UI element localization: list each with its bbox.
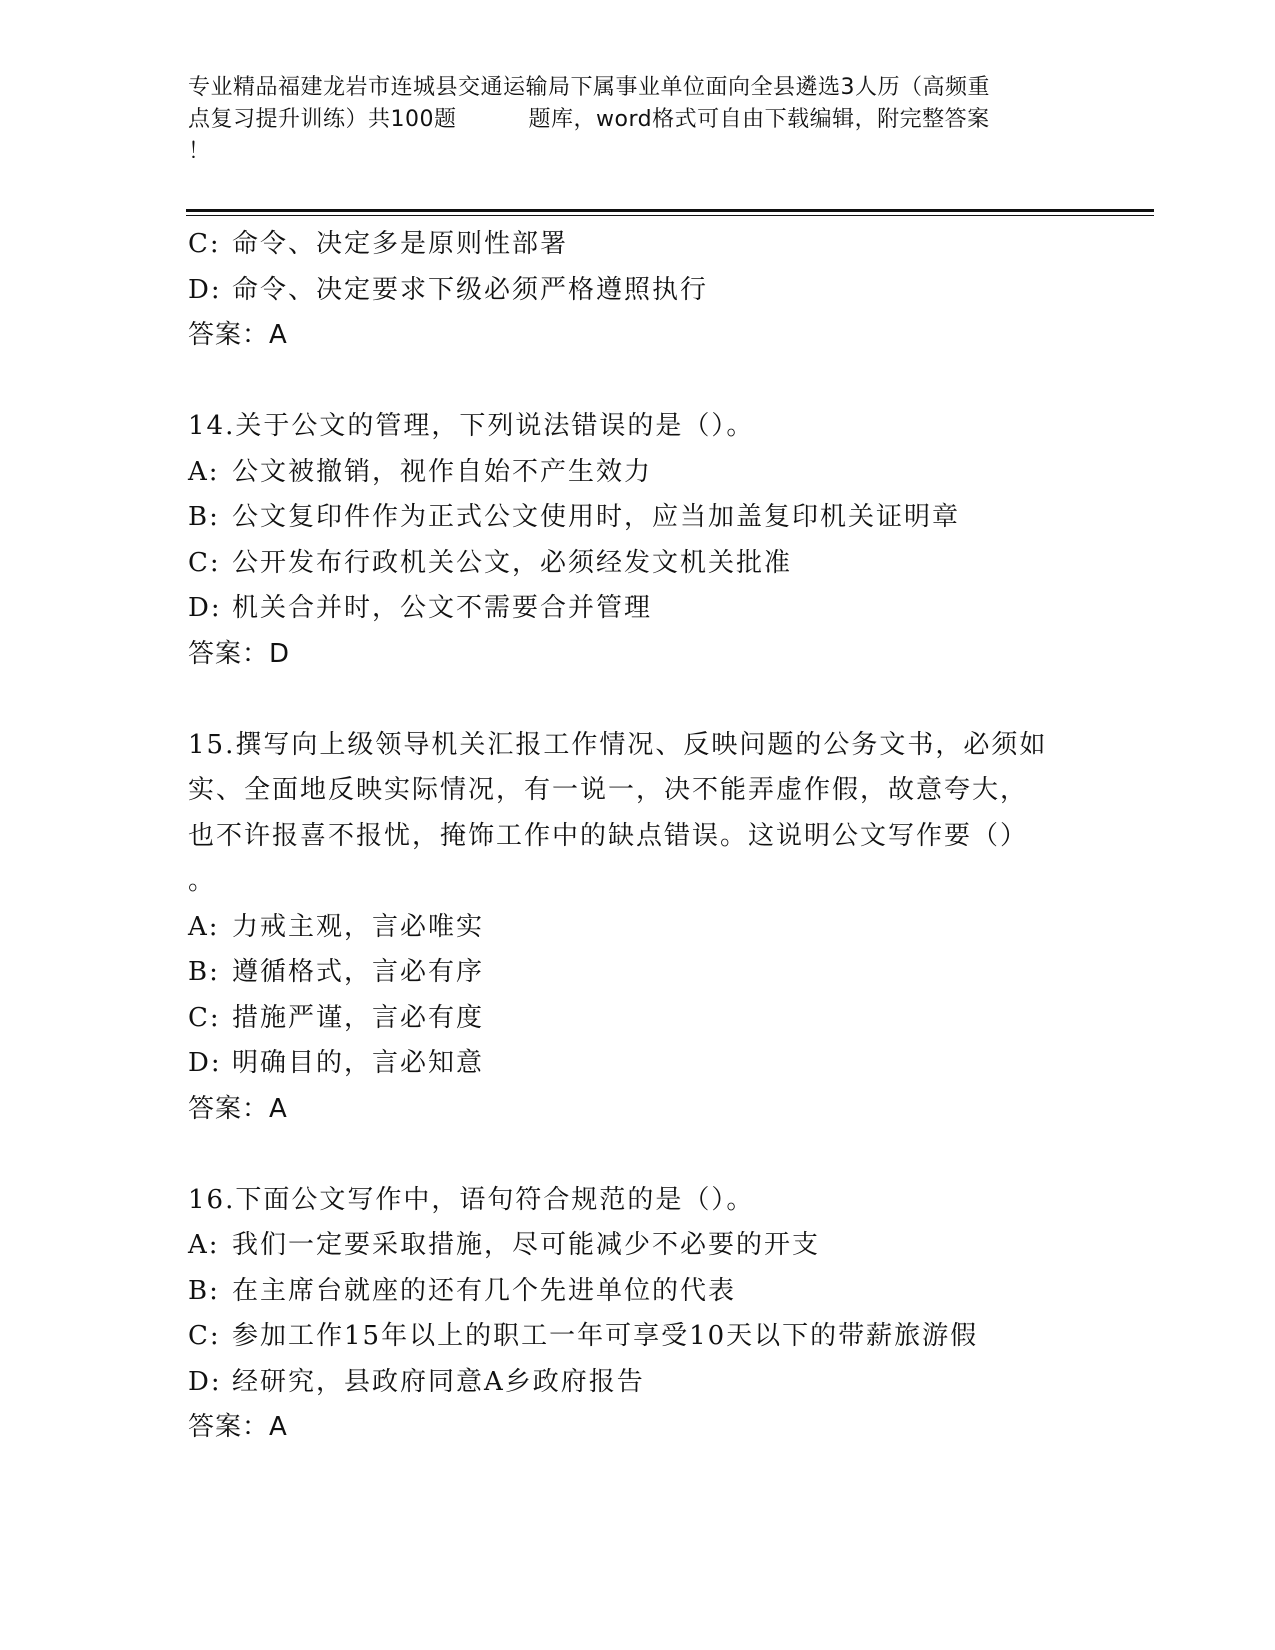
option-text: 在主席台就座的还有几个先进单位的代表 bbox=[232, 1275, 737, 1306]
option-key: C: bbox=[188, 1321, 221, 1351]
option-c bbox=[188, 996, 1088, 1042]
option-d bbox=[188, 1041, 1088, 1087]
question-16 bbox=[188, 1178, 1088, 1451]
option-key: D: bbox=[188, 274, 222, 305]
option-key: A: bbox=[188, 456, 220, 487]
header-title-line-2b: 题库，word格式可自由下载编辑，附完整答案 bbox=[528, 107, 990, 132]
answer-line: 答案：A bbox=[188, 320, 288, 350]
document-header bbox=[188, 72, 1088, 168]
question-14 bbox=[188, 404, 1088, 677]
option-text: 我们一定要采取措施，尽可能减少不必要的开支 bbox=[232, 1230, 821, 1260]
option-c bbox=[188, 541, 1088, 587]
option-text: 经研究，县政府同意A乡政府报告 bbox=[232, 1366, 645, 1397]
question-stem: 16.下面公文写作中，语句符合规范的是（）。 bbox=[188, 1184, 755, 1215]
option-key: B: bbox=[188, 957, 220, 987]
option-a bbox=[188, 905, 1088, 951]
option-key: C: bbox=[188, 547, 221, 578]
option-c bbox=[188, 1314, 1088, 1360]
answer-line: 答案：A bbox=[188, 1412, 288, 1442]
option-text: 措施严谨，言必有度 bbox=[232, 1002, 485, 1033]
option-text: 公文被撤销，视作自始不产生效力 bbox=[232, 456, 653, 487]
header-title-line-3: ！ bbox=[188, 139, 211, 164]
option-text: 公开发布行政机关公文，必须经发文机关批准 bbox=[232, 547, 793, 578]
option-c bbox=[188, 222, 1088, 268]
option-key: C: bbox=[188, 1002, 221, 1033]
option-a bbox=[188, 1223, 1088, 1269]
header-title-line-2a: 点复习提升训练）共100题 bbox=[188, 107, 457, 132]
question-list bbox=[188, 222, 1088, 1451]
option-key: A: bbox=[188, 911, 220, 942]
answer-line: 答案：D bbox=[188, 638, 291, 669]
question-15 bbox=[188, 723, 1088, 1133]
option-text: 公文复印件作为正式公文使用时，应当加盖复印机关证明章 bbox=[232, 502, 961, 532]
option-text: 遵循格式，言必有序 bbox=[232, 957, 485, 987]
option-text: 参加工作15年以上的职工一年可享受10天以下的带薪旅游假 bbox=[232, 1321, 979, 1351]
option-key: D: bbox=[188, 593, 222, 623]
answer-line: 答案：A bbox=[188, 1093, 288, 1124]
option-a bbox=[188, 450, 1088, 496]
option-text: 命令、决定要求下级必须严格遵照执行 bbox=[232, 274, 709, 305]
question-stem-line: 15.撰写向上级领导机关汇报工作情况、反映问题的公务文书，必须如 bbox=[188, 729, 1048, 760]
option-text: 明确目的，言必知意 bbox=[232, 1048, 485, 1078]
option-text: 力戒主观，言必唯实 bbox=[232, 911, 485, 942]
question-stem-line: 也不许报喜不报忧，掩饰工作中的缺点错误。这说明公文写作要（） bbox=[188, 820, 1029, 851]
header-divider-thick bbox=[186, 209, 1154, 212]
option-key: D: bbox=[188, 1366, 222, 1397]
option-key: A: bbox=[188, 1230, 220, 1260]
option-d bbox=[188, 268, 1088, 314]
option-b bbox=[188, 495, 1088, 541]
question-stem-line: 。 bbox=[188, 866, 217, 896]
option-key: D: bbox=[188, 1048, 222, 1078]
option-key: B: bbox=[188, 502, 220, 532]
option-text: 机关合并时，公文不需要合并管理 bbox=[232, 593, 653, 623]
option-d bbox=[188, 586, 1088, 632]
option-d bbox=[188, 1360, 1088, 1406]
option-key: C: bbox=[188, 229, 221, 259]
option-text: 命令、决定多是原则性部署 bbox=[232, 229, 569, 259]
header-title-line-1: 专业精品福建龙岩市连城县交通运输局下属事业单位面向全县遴选3人历（高频重 bbox=[188, 75, 990, 100]
option-key: B: bbox=[188, 1275, 220, 1306]
option-b bbox=[188, 1269, 1088, 1315]
header-divider-thin bbox=[186, 215, 1154, 216]
option-b bbox=[188, 950, 1088, 996]
question-13-continued bbox=[188, 222, 1088, 359]
header-title-line-2 bbox=[188, 104, 1088, 136]
question-stem: 14.关于公文的管理，下列说法错误的是（）。 bbox=[188, 411, 755, 441]
question-stem-line: 实、全面地反映实际情况，有一说一，决不能弄虚作假，故意夸大， bbox=[188, 775, 1029, 805]
